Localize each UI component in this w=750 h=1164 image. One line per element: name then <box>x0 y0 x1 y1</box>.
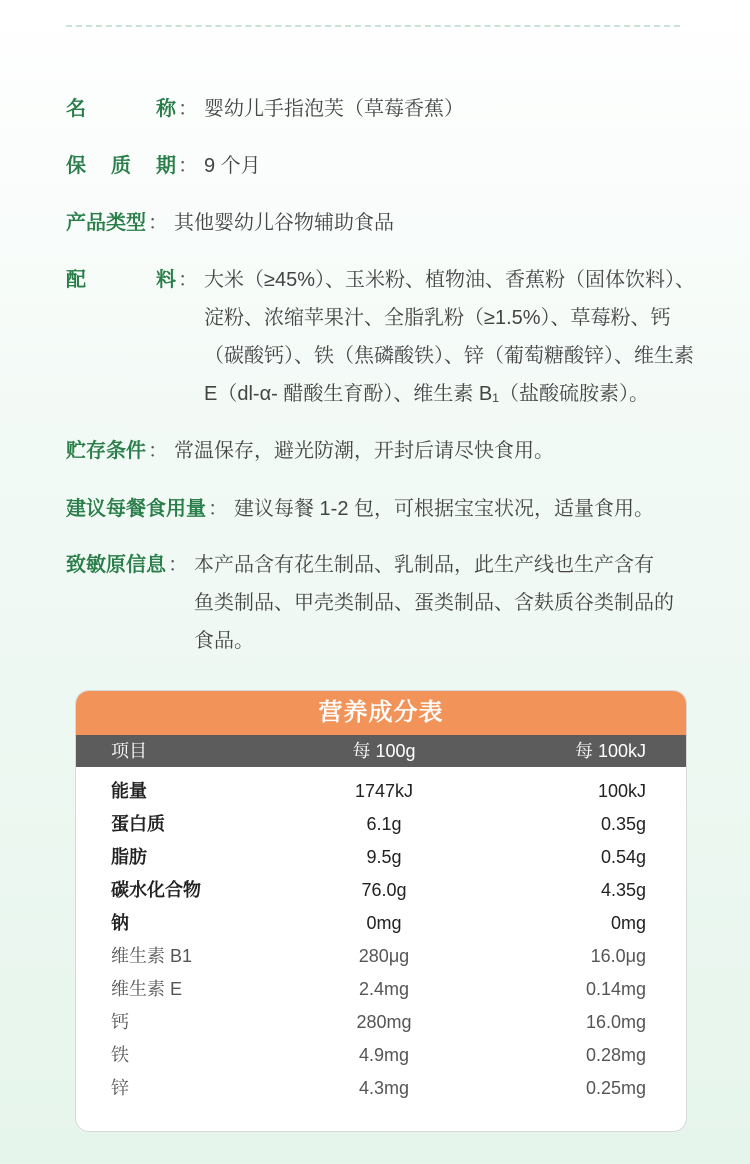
allergen-line: 本产品含有花生制品、乳制品，此生产线也生产含有 <box>194 554 654 576</box>
allergen-line: 鱼类制品、甲壳类制品、蛋类制品、含麸质谷类制品的 <box>194 592 674 614</box>
category-row: 产品类型 ： 其他婴幼儿谷物辅助食品 <box>66 204 394 242</box>
name-row: 名 称 ： 婴幼儿手指泡芙（草莓香蕉） <box>66 90 464 128</box>
category-value: 其他婴幼儿谷物辅助食品 <box>174 212 394 234</box>
serving-value: 建议每餐 1-2 包，可根据宝宝状况，适量食用。 <box>234 498 655 520</box>
table-row: 锌 4.3mg 0.25mg <box>111 1078 646 1098</box>
ingredients-label: 配 料 <box>66 269 176 291</box>
ingredients-value <box>204 261 714 413</box>
storage-value: 常温保存，避光防潮，开封后请尽快食用。 <box>174 440 554 462</box>
storage-label: 贮存条件 <box>66 440 146 462</box>
ingredients-row: 配 料 ： 大米（≥45%）、玉米粉、植物油、香蕉粉（固体饮料）、 淀粉、浓缩苹果汁、全脂乳粉（≥1.5%）、草莓粉、钙 （碳酸钙）、铁（焦磷酸铁）、锌（葡萄糖酸锌）、维生素 E（dl-α- 醋酸生育酚）、维生素 B₁（盐酸硫胺素）。 <box>66 261 714 413</box>
name-label: 名 称 <box>66 98 176 120</box>
table-row: 碳水化合物 76.0g 4.35g <box>111 880 646 900</box>
nutrition-facts-table <box>75 690 687 1132</box>
allergen-row: 致敏原信息 ： 本产品含有花生制品、乳制品，此生产线也生产含有 鱼类制品、甲壳类制品、蛋类制品、含麸质谷类制品的 食品。 <box>66 546 684 660</box>
storage-row: 贮存条件 ： 常温保存，避光防潮，开封后请尽快食用。 <box>66 432 554 470</box>
table-row: 维生素 B1 280μg 16.0μg <box>111 946 646 966</box>
top-dashed-divider <box>66 25 680 27</box>
shelf-life-value: 9 个月 <box>204 155 261 177</box>
shelf-life-label: 保 质 期 <box>66 155 176 177</box>
table-row: 维生素 E 2.4mg 0.14mg <box>111 979 646 999</box>
ingredients-line: E（dl-α- 醋酸生育酚）、维生素 B₁（盐酸硫胺素）。 <box>204 383 649 405</box>
table-row: 铁 4.9mg 0.28mg <box>111 1045 646 1065</box>
category-label: 产品类型 <box>66 212 146 234</box>
allergen-label: 致敏原信息 <box>66 554 166 576</box>
header-per-100g: 每 100g <box>352 741 416 761</box>
allergen-line: 食品。 <box>194 630 254 652</box>
table-row: 脂肪 9.5g 0.54g <box>111 847 646 867</box>
nutrition-title: 营养成分表 <box>76 691 686 735</box>
serving-label: 建议每餐食用量 <box>66 498 206 520</box>
ingredients-line: 大米（≥45%）、玉米粉、植物油、香蕉粉（固体饮料）、 <box>204 269 696 291</box>
nutrition-header-row <box>76 735 686 767</box>
name-value: 婴幼儿手指泡芙（草莓香蕉） <box>204 98 464 120</box>
header-per-100kj: 每 100kJ <box>574 741 646 761</box>
ingredients-line: 淀粉、浓缩苹果汁、全脂乳粉（≥1.5%）、草莓粉、钙 <box>204 307 671 329</box>
table-row: 钙 280mg 16.0mg <box>111 1012 646 1032</box>
header-item: 项目 <box>111 741 147 761</box>
shelf-life-row: 保 质 期 ： 9 个月 <box>66 147 261 185</box>
table-row: 蛋白质 6.1g 0.35g <box>111 814 646 834</box>
allergen-value <box>194 546 684 660</box>
ingredients-line: （碳酸钙）、铁（焦磷酸铁）、锌（葡萄糖酸锌）、维生素 <box>204 345 694 367</box>
table-row: 能量 1747kJ 100kJ <box>111 781 646 801</box>
table-row: 钠 0mg 0mg <box>111 913 646 933</box>
serving-row: 建议每餐食用量 ： 建议每餐 1-2 包，可根据宝宝状况，适量食用。 <box>66 490 654 528</box>
